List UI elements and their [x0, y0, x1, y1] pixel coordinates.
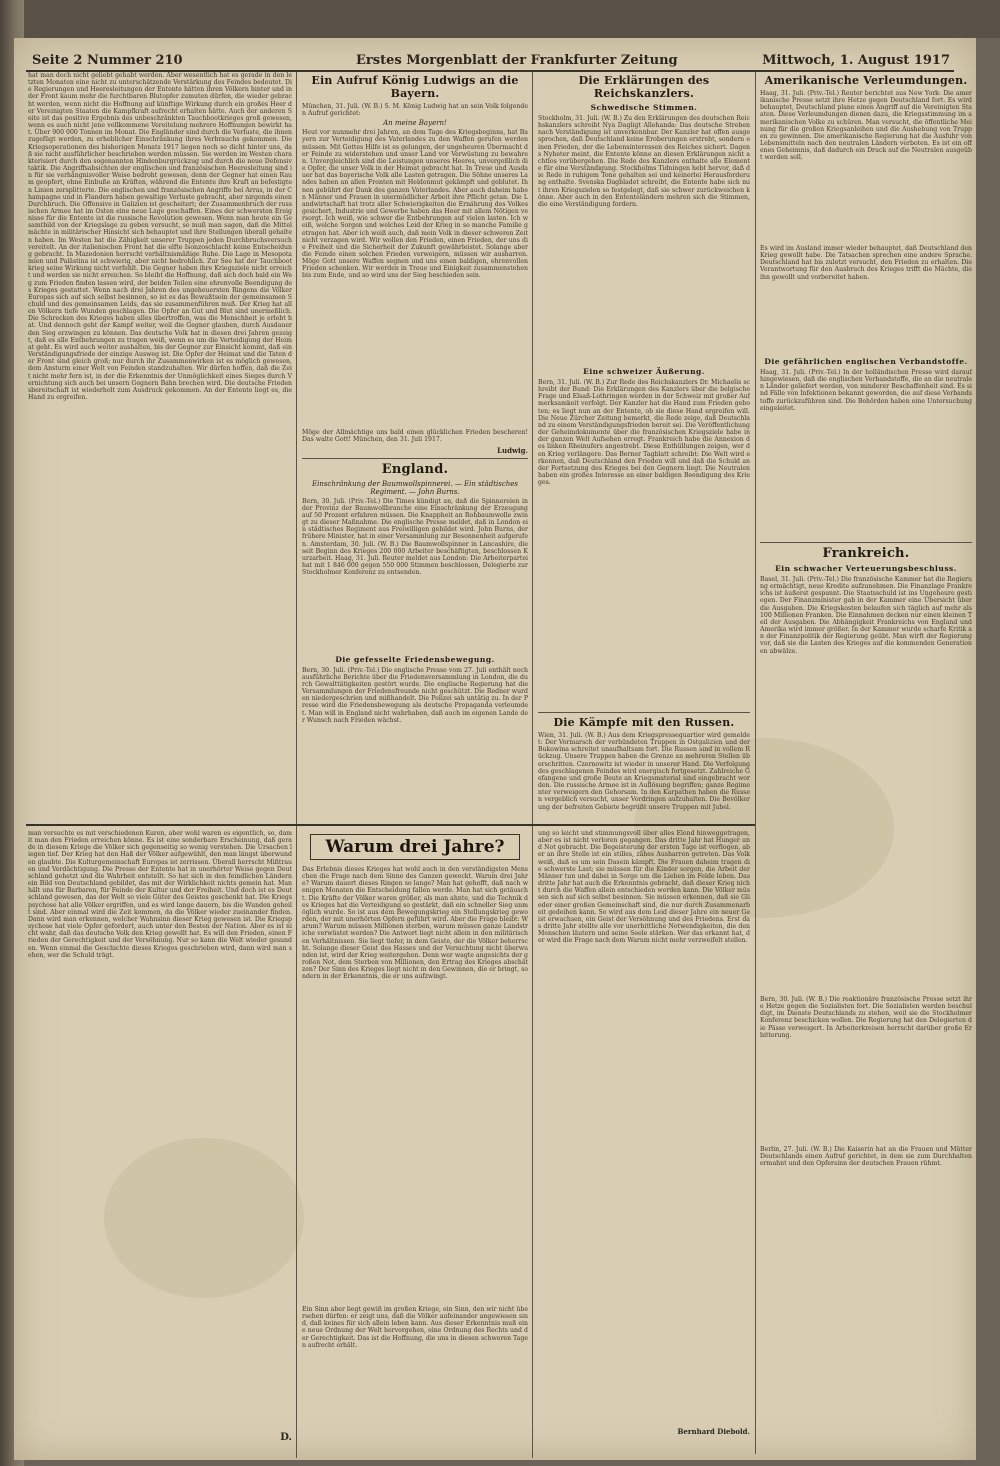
author-signature: Bernhard Diebold. [677, 1427, 750, 1436]
article-subheading: Einschränkung der Baumwollspinnerei. — Ein städtisches Regiment. — John Burns. [311, 479, 519, 496]
article-subheading: Die gefährlichen englischen Verbandstoffe. [764, 357, 968, 366]
issue-date: Mittwoch, 1. August 1917 [762, 53, 950, 68]
article-text: Bern, 30. Juli. (W. B.) Die reaktionäre französische Presse setzt ihre Hetze gegen die Sozialisten fort. Die Sozialisten werden beschuldigt, im Dienste Deutschlands zu stehen, weil sie die Stockholmer Konferenz beschicken wollen. Die Regierung hat den Delegierten die Pässe verweigert. In Arbeiterkreisen herrscht darüber große Erbitterung. [760, 996, 972, 1039]
article-text: Basel, 31. Juli. (Priv.-Tel.) Die französische Kammer hat die Regierung ermächtigt, neue Kredite aufzunehmen. Die Finanzlage Frankreichs ist äußerst gespannt. Die Staatsschuld ist ins Ungeheure gestiegen. Der Finanzminister gab in der Kammer eine Übersicht über die Ausgaben. Die Kriegskosten belaufen sich täglich auf mehr als 100 Millionen Franken. Die Einnahmen decken nur einen kleinen Teil der Ausgaben. Die Abhängigkeit Frankreichs von England und Amerika wird immer größer. In der Kammer wurde scharfe Kritik an der Finanzpolitik der Regierung geübt. Man wirft der Regierung vor, daß sie die Lasten des Krieges auf die kommenden Generationen abwälze. [760, 576, 972, 655]
column-bavaria [302, 72, 528, 822]
article-text: Berlin, 27. Juli. (W. B.) Die Kaiserin hat an die Frauen und Mütter Deutschlands einen Aufruf gerichtet, in dem sie zum Durchhalten ermahnt und den Opfersinn der deutschen Frauen rühmt. [760, 1146, 972, 1168]
article-heading: Die Erklärungen des Reichskanzlers. [578, 74, 710, 100]
article-text: Wien, 31. Juli. (W. B.) Aus dem Kriegspressequartier wird gemeldet: Der Vormarsch der verbündeten Truppen in Ostgalizien und der Bukowina schreitet unaufhaltsam fort. Die Russen sind in vollem Rückzug. Unsere Truppen haben die Grenze an mehreren Stellen überschritten. Czernowitz ist wieder in unserer Hand. Die Verfolgung des geschlagenen Feindes wird energisch fortgesetzt. Zahlreiche Gefangene und große Beute an Kriegsmaterial sind eingebracht worden. Die russische Armee ist in Auflösung begriffen; ganze Regimenter verweigern den Gehorsam. In den Karpathen haben die Russen vergeblich versucht, unser Vordringen aufzuhalten. Die Bevölkerung der befreiten Gebiete begrüßt unsere Truppen mit Jubel. [538, 732, 750, 811]
article-closing: Möge der Allmächtige uns bald einen glücklichen Frieden bescheren! Das walte Gott! München, den 31. Juli 1917. [302, 429, 528, 444]
article-subheading: Eine schweizer Äußerung. [583, 367, 705, 376]
article-dateline: München, 31. Juli. (W. B.) S. M. König Ludwig hat an sein Volk folgenden Aufruf gerichtet: [302, 103, 528, 118]
column-rule [755, 72, 756, 1454]
paper-title: Erstes Morgenblatt der Frankfurter Zeitung [356, 53, 678, 68]
article-salutation: An meine Bayern! [383, 119, 447, 128]
article-text: man versuchte es mit verschiedenen Kuren, aber wohl waren es eigentlich, so, damit man den Frieden erreichen könne. Es ist eine sonderbare Erscheinung, daß gerade in diesem Kriege die Völker sich gegenseitig so wenig verstehen. Die Ursachen liegen tief. Der Krieg hat den Haß der Völker aufgewühlt, den man längst überwunden glaubte. Die Kulturgemeinschaft Europas ist zerrissen. Überall herrscht Mißtrauen und Verdächtigung. Die Presse der Entente hat in unerhörter Weise gegen Deutschland gehetzt und die Wahrheit entstellt. So hat sich in den feindlichen Ländern ein Bild von Deutschland gebildet, das mit der Wirklichkeit nichts gemein hat. Man hält uns für Barbaren, für Feinde der Kultur und der Freiheit. Und doch ist es Deutschland gewesen, das der Welt so viele Güter des Geistes geschenkt hat. Die Kriegspsychose hat alle Völker ergriffen, und es wird lange dauern, bis die Wunden geheilt sind. Aber einmal wird die Zeit kommen, da die Völker wieder zueinander finden. Dann wird man erkennen, welcher Wahnsinn dieser Krieg gewesen ist. Die Kriegspsychose hat viele Opfer gefordert, auch unter den Besten der Nation. Aber es ist nicht wahr, daß das deutsche Volk den Krieg gewollt hat. Es will den Frieden, einen Frieden der Gerechtigkeit und der Versöhnung. Nur so kann die Welt wieder gesunden. Wenn einmal die Geschichte dieses Krieges geschrieben wird, dann wird man sehen, wer die Schuld trägt. [28, 830, 292, 959]
article-text: Das Erlebnis dieses Krieges hat wohl auch in den verständigsten Menschen die Frage nach dem Sinne des Ganzen geweckt. Warum drei Jahre? Warum dauert dieses Ringen so lange? Man hat gehofft, daß nach wenigen Monaten die Entscheidung fallen werde. Man hat sich getäuscht. Die Kräfte der Völker waren größer, als man ahnte, und die Technik des Krieges hat die Verteidigung so gestärkt, daß ein schneller Sieg unmöglich wurde. So ist aus dem Bewegungskrieg ein Stellungskrieg geworden, der mit unerhörten Opfern geführt wird. Aber die Frage bleibt: Warum? Warum müssen Millionen sterben, warum müssen ganze Landstriche verwüstet werden? Die Antwort liegt nicht allein in den militärischen Verhältnissen. Sie liegt tiefer, in dem Geiste, der die Völker beherrscht. Solange dieser Geist des Hasses und der Vernichtung nicht überwunden ist, wird der Krieg weitergehen. Denn wer wagte angesichts der großen Not, dem Sterben von Millionen, den Ertrag des Krieges abschätzen? Der Sinn des Krieges liegt nicht in den Gewinnen, die er bringt, sondern in der Erkenntnis, die er uns aufzwingt. [302, 866, 528, 981]
article-signature: Ludwig. [497, 445, 528, 455]
feuilleton-title: Warum drei Jahre? [310, 834, 519, 860]
column-chancellor [538, 72, 750, 822]
divider [538, 712, 750, 713]
feuilleton-left [28, 830, 292, 1455]
article-heading: Amerikanische Verleumdungen. [764, 74, 968, 87]
section-heading-france: Frankreich. [822, 546, 910, 561]
page-header [26, 52, 954, 72]
article-heading: Die Kämpfe mit den Russen. [553, 716, 735, 729]
author-initial: D. [280, 1432, 292, 1443]
column-rule [296, 826, 297, 1458]
column-rule [532, 72, 533, 824]
article-subheading: Schwedische Stimmen. [590, 103, 698, 112]
page-top-edge [0, 0, 1000, 38]
article-heading: Die gefesselte Friedensbewegung. [335, 654, 495, 664]
column-rule [532, 826, 533, 1458]
page-number: Seite 2 Nummer 210 [32, 53, 183, 68]
section-heading-england: England. [381, 461, 449, 477]
article-text: Haag, 31. Juli. (Priv.-Tel.) In der holländischen Presse wird darauf hingewiesen, daß die englischen Verbandstoffe, die an die neutralen Länder geliefert werden, von minderer Beschaffenheit sind. Es sind Fälle von Infektionen bekannt geworden, die auf diese Verbandstoffe zurückzuführen sind. Die Behörden haben eine Untersuchung eingeleitet. [760, 369, 972, 412]
article-heading: Ein Aufruf König Ludwigs an die Bayern. [311, 74, 519, 100]
divider [302, 458, 528, 459]
feuilleton-title-box [302, 834, 528, 860]
column-america-france [760, 72, 972, 1454]
article-text: ung so leicht und stimmungsvoll über alles Elend hinweggetragen, aber es ist nicht verloren gegangen. Das dritte Jahr hat Hunger und Not gebracht. Die Begeisterung der ersten Tage ist verflogen, aber an ihre Stelle ist ein stilles, zähes Ausharren getreten. Das Volk weiß, daß es um sein Dasein kämpft. Die Frauen daheim tragen die schwerste Last; sie müssen für die Kinder sorgen, die Arbeit der Männer tun und dabei in Sorge um die Lieben im Felde leben. Das dritte Jahr hat auch die Erkenntnis gebracht, daß dieser Krieg nicht durch die Waffen allein entschieden werden kann. Die Völker müssen sich auf sich selbst besinnen. Sie müssen erkennen, daß sie Glieder einer großen Gemeinschaft sind, die nur durch Zusammenarbeit gedeihen kann. So wird aus dem Leid dieser Jahre ein neuer Geist erwachsen, ein Geist der Versöhnung und des Friedens. Erst das dritte Jahr stellte alle vor unerbittliche Notwendigkeiten, die den Menschen läutern und seine Seele stärken. Wer das erkannt hat, der wird die Frage nach dem Warum nicht mehr verzweifelt stellen. [538, 830, 750, 945]
column-war-review [28, 72, 292, 822]
feuilleton-center [302, 830, 528, 1455]
article-text: Ein Sinn aber liegt gewiß im großen Kriege, ein Sinn, den wir nicht übersehen dürfen: er zeigt uns, daß die Völker aufeinander angewiesen sind, daß keines für sich allein leben kann. Aus dieser Erkenntnis muß eine neue Ordnung der Welt hervorgehen, eine Ordnung des Rechts und der Gerechtigkeit. Das ist die Hoffnung, die uns in diesen schweren Tagen aufrecht erhält. [302, 1306, 528, 1349]
feuilleton-right [538, 830, 750, 1455]
article-text: Stockholm, 31. Juli. (W. B.) Zu den Erklärungen des deutschen Reichskanzlers schreibt Nya Dagligt Allehanda: Das deutsche Streben nach Verständigung ist unverkennbar. Der Kanzler hat offen ausgesprochen, daß Deutschland keine Eroberungen erstrebt, sondern einen Frieden, der die Lebensinteressen des Reiches sichert. Dagens Nyheter meint, die Entente könne an diesen Erklärungen nicht achtlos vorübergehen. Die Rede des Kanzlers enthalte alle Elemente für eine Verständigung. Stockholms Tidningen hebt hervor, daß die Rede in ruhigem Tone gehalten sei und keinerlei Herausforderung enthalte. Svenska Dagbladet schreibt, die Entente habe sich mit ihren Kriegszielen so festgelegt, daß sie schwer zurückweichen könne. Aber auch in den Ententeländern mehren sich die Stimmen, die eine Verständigung fordern. [538, 115, 750, 208]
section-rule [26, 824, 755, 826]
article-text: Bern, 31. Juli. (W. B.) Zur Rede des Reichskanzlers Dr. Michaelis schreibt der Bund: Die Erklärungen des Kanzlers über die belgische Frage und Elsaß-Lothringen werden in der Schweiz mit großer Aufmerksamkeit verfolgt. Der Kanzler hat die Hand zum Frieden geboten; es liegt nun an der Entente, ob sie diese Hand ergreifen will. Die Neue Zürcher Zeitung bemerkt, die Rede zeige, daß Deutschland zu einem Verständigungsfrieden bereit sei. Die Veröffentlichung der Geheimdokumente über die französischen Kriegsziele habe in der ganzen Welt Aufsehen erregt. Frankreich habe die Annexion des linken Rheinufers angestrebt. Diese Enthüllungen zeigen, wer den Krieg verlängere. Das Berner Tagblatt schreibt: Die Welt wird erkennen, daß Deutschland den Frieden will und daß die Schuld an der Fortsetzung des Krieges bei den Gegnern liegt. Die Neutralen haben ein großes Interesse an einer baldigen Beendigung des Krieges. [538, 379, 750, 487]
article-subheading: Ein schwacher Verteuerungsbeschluss. [775, 564, 957, 573]
divider [760, 542, 972, 543]
article-text: Bern, 30. Juli. (Priv.-Tel.) Die englische Presse vom 27. Juli enthält noch ausführliche Berichte über die Friedensversammlung in London, die durch Gewalttätigkeiten gestört wurde. Die englische Regierung hat die Versammlungen der Friedensfreunde nicht geschützt. Die Redner wurden niedergeschrien und mißhandelt. Die Polizei sah untätig zu. In der Presse wird die Friedensbewegung als deutsche Propaganda verleumdet. Man will in England nicht wahrhaben, daß auch im eigenen Lande der Wunsch nach Frieden wächst. [302, 666, 528, 724]
article-text: Haag, 31. Juli. (Priv.-Tel.) Reuter berichtet aus New York: Die amerikanische Presse setzt ihre Hetze gegen Deutschland fort. Es wird behauptet, Deutschland plane einen Angriff auf die Vereinigten Staaten. Diese Verleumdungen dienen dazu, die Kriegsstimmung im amerikanischen Volke zu schüren. Man versucht, die öffentliche Meinung für die großen Kriegsanleihen und die Aushebung von Truppen zu gewinnen. Die amerikanische Regierung hat die Ausfuhr von Lebensmitteln nach den neutralen Ländern verboten. Es ist ein offenes Geheimnis, daß dadurch ein Druck auf die Neutralen ausgeübt werden soll. [760, 90, 972, 162]
article-text: Es wird im Ausland immer wieder behauptet, daß Deutschland den Krieg gewollt habe. Die Tatsachen sprechen eine andere Sprache. Deutschland hat bis zuletzt versucht, den Frieden zu erhalten. Die Verantwortung für den Ausbruch des Krieges trifft die Mächte, die ihn gewollt und vorbereitet haben. [760, 245, 972, 281]
column-rule [296, 72, 297, 824]
article-text: Heut vor nunmehr drei Jahren, an dem Tage des Kriegsbeginns, hat Bayern zur Verteidigung des Vaterlandes zu den Waffen gerufen werden müssen. Mit Gottes Hilfe ist es gelungen, der ungeheuren Übermacht der Feinde zu widerstehen und unser Land vor Verwüstung zu bewahren. Unvergleichlich sind die Leistungen unseres Heeres, unvergeßlich die Opfer, die unser Volk in der Heimat gebracht hat. In Treue und Ausdauer hat das bayerische Volk alle Lasten getragen. Die Söhne unseres Landes haben an allen Fronten mit Heldenmut gekämpft und geblutet. Ihnen gebührt der Dank des ganzen Vaterlandes. Aber auch daheim haben Männer und Frauen in unermüdlicher Arbeit ihre Pflicht getan. Die Landwirtschaft hat trotz aller Schwierigkeiten die Ernährung des Volkes gesichert, Industrie und Gewerbe haben das Heer mit allem Nötigen versorgt. Ich weiß, wie schwer die Entbehrungen auf vielen lasten. Ich weiß, welche Sorgen und welches Leid der Krieg in so manche Familie getragen hat. Aber ich weiß auch, daß mein Volk in dieser schweren Zeit nicht verzagen wird. Wir wollen den Frieden, einen Frieden, der uns die Freiheit und die Sicherheit der Zukunft gewährleistet. Solange aber die Feinde einen solchen Frieden verweigern, müssen wir ausharren. Möge Gott unsere Waffen segnen und uns einen baldigen, ehrenvollen Frieden schenken. Wir werden in Treue und Einigkeit zusammenstehen bis zum Ende, und so wird uns der Sieg beschieden sein. [302, 129, 528, 280]
article-text: Bern, 30. Juli. (Priv.-Tel.) Die Times kündigt an, daß die Spinnereien in der Provinz der Baumwollbranche eine Einschränkung der Erzeugung auf 50 Prozent erfahren müssen. Die Knappheit an Rohbaumwolle zwingt zu dieser Maßnahme. Die englische Presse meldet, daß in London ein städtisches Regiment aus Freiwilligen gebildet wird. John Burns, der frühere Minister, hat in einer Versammlung zur Besonnenheit aufgerufen. Amsterdam, 30. Juli. (W. B.) Die Baumwollspinner in Lancashire, die seit Beginn des Krieges 200 000 Arbeiter beschäftigten, beschlossen Kurzarbeit. Haag, 31. Juli. Reuter meldet aus London: Die Arbeiterpartei hat mit 1 846 000 gegen 550 000 Stimmen beschlossen, Delegierte zur Stockholmer Konferenz zu entsenden. [302, 497, 528, 577]
article-text: hat man doch nicht geliebt gehabt werden. Aber wesentlich hat es gerade in den letzten Monaten eine nicht zu unterschätzende Verstärkung des Feindes bedeutet. Die Regierungen und Heeresleitungen der Entente hätten ihren Völkern hinter und in der Front kaum mehr die furchtbaren Blutopfer zumuten dürfen, die wieder gebracht werden, wenn nicht die Hoffnung auf künftige Wirkung durch ein großes Heer der Vereinigten Staaten die Kampfkraft aufrecht erhalten hätte. Auch der anderen Seite ist das positive Ergebnis des unbeschränkten Tauchbootkrieges groß gewesen, wenn es auch nicht jene vollkommene Vereitelung mehrere Hoffnungen bewirkt hat. Über 900 000 Tonnen im Monat. Die Engländer sind durch die Verluste, die ihnen zugefügt werden, zu erheblicher Einschränkung ihres Verbrauchs gekommen. Die Kriegsoperationen des bisherigen Monats 1917 liegen noch so dicht hinter uns, daß sie nicht ausführlicher beschrieben werden müssen. Sie werden im Westen charakterisiert durch den sogenannten Hindenburgrückzug und durch die neue Defensivtaktik. Die Angriffsabsichten der englischen und französischen Heeresleitung sind in für sie verhängnisvoller Weise bedroht gewesen, denn der Gegner hat einen Raum geopfert, ohne Einbuße an Kräften, während die Entente ihre Kraft an befestigten Linien zersplitterte. Die englischen und französischen Angriffe bei Arras, in der Champagne und in Flandern haben gewaltige Verluste gebracht, aber nirgends einen Durchbruch. Die Offensive in Galizien ist gescheitert; der Zusammenbruch der russischen Armee hat im Osten eine neue Lage geschaffen. Eines der schwersten Ereignisse für die Entente ist die russische Revolution gewesen. Wenn man heute ein Gesamtbild von der Kriegslage zu geben versucht, so muß man sagen, daß die Mittelmächte in militärischer Hinsicht sich behauptet und ihre Stellungen überall gehalten haben. Im Westen hat die Zähigkeit unserer Truppen jeden Durchbruchsversuch vereitelt. An der italienischen Front hat die elfte Isonzoschlacht keine Entscheidung gebracht. In Mazedonien herrscht verhältnismäßige Ruhe. Die Lage in Mesopotamien und Palästina ist schwierig, aber nicht bedrohlich. Zur See hat der Tauchbootkrieg seine Wirkung nicht verfehlt. Die Gegner haben ihre Kriegsziele nicht erreicht und werden sie nicht erreichen. So bleibt die Hoffnung, daß sich doch bald ein Weg zum Frieden finden lassen wird, der beiden Teilen eine ehrenvolle Beendigung des Krieges gestattet. Wenn nach drei Jahren des ungeheuersten Ringens die Völker Europas sich auf sich selbst besinnen, so ist es das Bewußtsein der gemeinsamen Schuld und des gemeinsamen Leids, das sie zusammenführen muß. Der Krieg hat allen Völkern tiefe Wunden geschlagen. Die Opfer an Gut und Blut sind unermeßlich. Die Schrecken des Krieges haben alles übertroffen, was die Menschheit je erlebt hat. Und dennoch geht der Kampf weiter, weil die Gegner glauben, durch Ausdauer den Sieg erzwingen zu können. Das deutsche Volk hat in diesen drei Jahren gezeigt, daß es alle Entbehrungen zu tragen weiß, wenn es um die Verteidigung der Heimat geht. Es wird auch weiter aushalten, bis der Gegner zur Einsicht kommt, daß ein Verständigungsfriede der einzige Ausweg ist. Die Opfer der Heimat und die Taten der Front sind gleich groß; nur durch ihr Zusammenwirken ist es möglich gewesen, dem Ansturm einer Welt von Feinden standzuhalten. Wir dürfen hoffen, daß die Zeit nicht mehr fern ist, in der die Erkenntnis der Unmöglichkeit eines Sieges durch Vernichtung sich auch bei unsern Gegnern Bahn brechen wird. Die deutsche Friedensbereitschaft ist wiederholt zum Ausdruck gekommen. An der Entente liegt es, die Hand zu ergreifen. [28, 72, 292, 402]
